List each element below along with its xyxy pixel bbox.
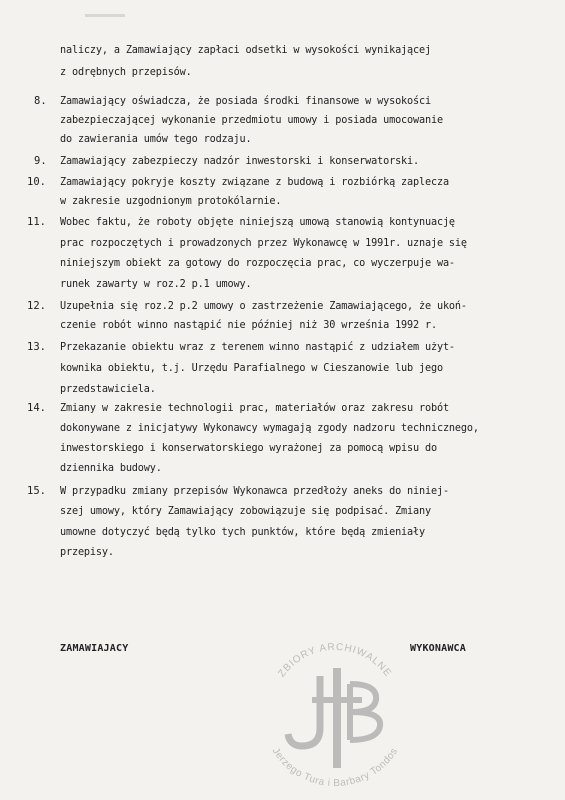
continuation-line: naliczy, a Zamawiający zapłaci odsetki w wysokości wynikającej xyxy=(60,45,431,56)
item-line: dziennika budowy. xyxy=(60,463,162,474)
item-number: 13. xyxy=(27,341,46,353)
item-line: Zamawiający oświadcza, że posiada środki finansowe w wysokości xyxy=(60,96,431,107)
continuation-line: z odrębnych przepisów. xyxy=(60,67,192,78)
signature-label-client: ZAMAWIAJACY xyxy=(60,643,129,654)
signature-label-contractor: WYKONAWCA xyxy=(410,643,466,654)
item-line: Zmiany w zakresie technologii prac, materiałów oraz zakresu robót xyxy=(60,403,449,414)
item-line: W przypadku zmiany przepisów Wykonawca przedłoży aneks do niniej- xyxy=(60,486,449,497)
item-line: niniejszym obiekt za gotowy do rozpoczęcia prac, co wyczerpuje wa- xyxy=(60,258,455,269)
item-number: 15. xyxy=(27,485,46,497)
item-line: dokonywane z inicjatywy Wykonawcy wymagają zgody nadzoru technicznego, xyxy=(60,423,479,434)
item-line: Przekazanie obiektu wraz z terenem winno nastąpić z udziałem użyt- xyxy=(60,342,455,353)
item-line: kownika obiektu, t.j. Urzędu Parafialnego w Cieszanowie lub jego xyxy=(60,363,443,374)
item-number: 10. xyxy=(27,176,46,188)
item-line: Wobec faktu, że roboty objęte niniejszą umową stanowią kontynuację xyxy=(60,217,455,228)
item-line: umowne dotyczyć będą tylko tych punktów, które będą zmieniały xyxy=(60,527,425,538)
archive-stamp xyxy=(250,628,420,798)
item-line: do zawierania umów tego rodzaju. xyxy=(60,134,252,145)
stamp-top-text: ZBIORY ARCHIWALNE xyxy=(276,641,394,680)
item-line: w zakresie uzgodnionym protokólarnie. xyxy=(60,196,282,207)
item-line: runek zawarty w roz.2 p.1 umowy. xyxy=(60,279,252,290)
item-line: szej umowy, który Zamawiający zobowiązuje się podpisać. Zmiany xyxy=(60,506,431,517)
item-line: Uzupełnia się roz.2 p.2 umowy o zastrzeżenie Zamawiającego, że ukoń- xyxy=(60,301,467,312)
item-line: Zamawiający pokryje koszty związane z budową i rozbiórką zaplecza xyxy=(60,177,449,188)
item-line: zabezpieczającej wykonanie przedmiotu umowy i posiada umocowanie xyxy=(60,115,443,126)
item-line: przepisy. xyxy=(60,547,114,558)
item-line: inwestorskiego i konserwatorskiego wyrażonej za pomocą wpisu do xyxy=(60,443,437,454)
item-number: 14. xyxy=(27,402,46,414)
item-line: prac rozpoczętych i prowadzonych przez Wykonawcę w 1991r. uznaje się xyxy=(60,238,467,249)
item-number: 11. xyxy=(27,216,46,228)
item-number: 12. xyxy=(27,300,46,312)
item-line: przedstawiciela. xyxy=(60,384,156,395)
item-number: 8. xyxy=(34,95,47,107)
item-line: Zamawiający zabezpieczy nadzór inwestorski i konserwatorski. xyxy=(60,156,420,167)
item-number: 9. xyxy=(34,155,47,167)
stamp-bottom-text: Jerzego Tura i Barbary Tondos xyxy=(269,746,401,790)
scan-artifact xyxy=(85,14,125,17)
item-line: czenie robót winno nastąpić nie później niż 30 września 1992 r. xyxy=(60,320,437,331)
